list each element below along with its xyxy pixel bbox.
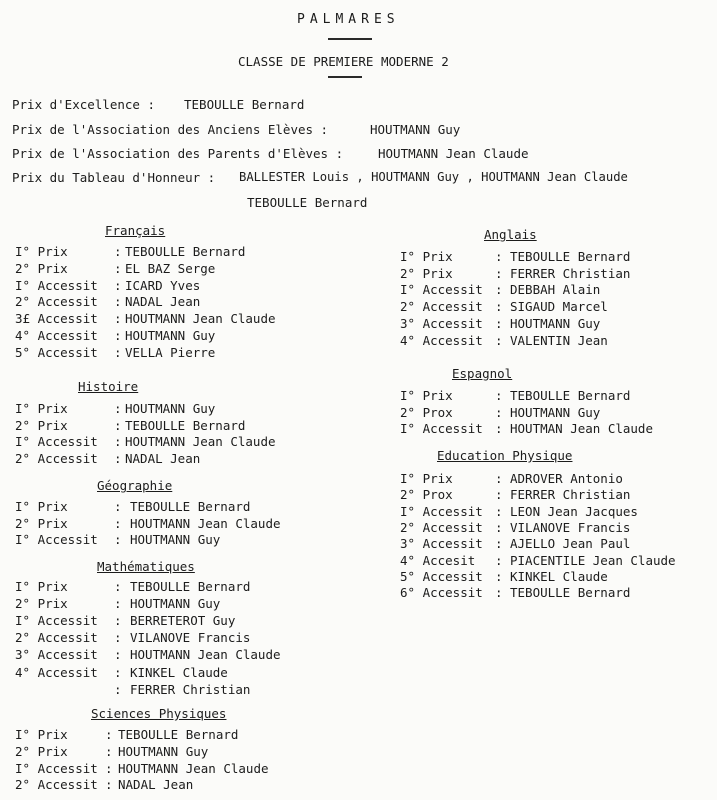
student-name: HOUTMANN Jean Claude <box>118 760 269 776</box>
subject-anglais-title: Anglais <box>484 227 537 242</box>
separator-colon: : <box>114 664 122 680</box>
student-name: HOUTMANN Jean Claude <box>125 311 276 327</box>
student-name: HOUTMANN Guy <box>118 743 209 759</box>
award-rank: I° Prix <box>400 249 453 264</box>
student-name: HOUTMANN Guy <box>125 401 216 416</box>
award-rank: 5° Accessit <box>15 344 98 360</box>
separator-colon: : <box>495 568 503 584</box>
student-name: PIACENTILE Jean Claude <box>510 552 676 568</box>
award-rank: 2° Accessit <box>15 450 98 466</box>
student-name: DEBBAH Alain <box>510 282 601 298</box>
student-name: FERRER Christian <box>510 487 631 503</box>
award-rank: 3£ Accessit <box>15 311 98 327</box>
separator-colon: : <box>495 487 503 503</box>
student-name: KINKEL Claude <box>510 568 608 584</box>
award-rank: I° Prix <box>15 499 68 514</box>
separator-colon: : <box>495 265 503 281</box>
separator-colon: : <box>105 727 113 742</box>
student-name: KINKEL Claude <box>130 664 228 680</box>
student-name: NADAL Jean <box>118 777 194 793</box>
student-name: HOUTMANN Jean Claude <box>125 434 276 449</box>
student-name: HOUTMANN Guy <box>510 315 601 331</box>
student-name: HOUTMANN Guy <box>130 596 221 612</box>
prize-tableau-value: BALLESTER Louis , HOUTMANN Guy , HOUTMANN Jean Claude <box>239 170 628 184</box>
subject-mathematiques-title: Mathématiques <box>97 559 195 574</box>
award-rank: 2° Accessit <box>400 299 483 315</box>
subject-education-physique-title: Education Physique <box>437 448 573 463</box>
award-rank: I° Accessit <box>400 503 483 519</box>
award-rank: 2° Prix <box>15 260 68 276</box>
award-rank: 2° Prox <box>400 487 453 503</box>
separator-colon: : <box>114 450 122 466</box>
award-rank: I° Prix <box>15 727 68 742</box>
student-name: HOUTMAN Jean Claude <box>510 421 653 436</box>
class-underline <box>328 76 362 78</box>
student-name: FERRER Christian <box>510 265 631 281</box>
separator-colon: : <box>114 630 122 646</box>
student-name: HOUTMANN Guy <box>130 532 221 547</box>
separator-colon: : <box>114 328 122 343</box>
subject-histoire-title: Histoire <box>78 379 139 394</box>
separator-colon: : <box>495 404 503 420</box>
separator-colon: : <box>105 777 113 793</box>
separator-colon: : <box>114 311 122 327</box>
separator-colon: : <box>114 401 122 416</box>
award-rank: I° Accessit <box>15 277 98 293</box>
separator-colon: : <box>495 249 503 264</box>
student-name: VELLA Pierre <box>125 344 216 360</box>
separator-colon: : <box>114 515 122 531</box>
award-rank: I° Prix <box>400 471 453 486</box>
separator-colon: : <box>114 596 122 612</box>
student-name: HOUTMANN Guy <box>510 404 601 420</box>
separator-colon: : <box>495 421 503 436</box>
prize-parents-value: HOUTMANN Jean Claude <box>378 146 529 161</box>
award-rank: 4° Accesit <box>400 552 476 568</box>
student-name: SIGAUD Marcel <box>510 299 608 315</box>
student-name: FERRER Christian <box>130 681 251 697</box>
separator-colon: : <box>105 743 113 759</box>
student-name: TEBOULLE Bernard <box>510 585 631 601</box>
separator-colon: : <box>495 388 503 403</box>
award-rank: 6° Accessit <box>400 585 483 601</box>
separator-colon: : <box>495 315 503 331</box>
award-rank: 2° Accessit <box>15 777 98 793</box>
award-rank: 4° Accessit <box>15 328 98 343</box>
subject-sciences-physiques-title: Sciences Physiques <box>91 706 227 721</box>
prize-anciens-label: Prix de l'Association des Anciens Elèves : <box>12 122 329 137</box>
student-name: ADROVER Antonio <box>510 471 623 486</box>
separator-colon: : <box>114 499 122 514</box>
student-name: VILANOVE Francis <box>130 630 251 646</box>
separator-colon: : <box>114 244 122 259</box>
separator-colon: : <box>114 260 122 276</box>
student-name: TEBOULLE Bernard <box>510 249 631 264</box>
award-rank: I° Accessit <box>400 421 483 436</box>
award-rank: 4° Accessit <box>400 332 483 348</box>
award-rank: 2° Prix <box>15 417 68 433</box>
award-rank: 4° Accessit <box>15 664 98 680</box>
award-rank: I° Accessit <box>15 760 98 776</box>
student-name: HOUTMANN Jean Claude <box>130 647 281 663</box>
award-rank: I° Prix <box>15 244 68 259</box>
award-rank: 5° Accessit <box>400 568 483 584</box>
separator-colon: : <box>114 277 122 293</box>
award-rank: 2° Prox <box>400 404 453 420</box>
award-rank: 2° Prix <box>15 596 68 612</box>
separator-colon: : <box>495 536 503 552</box>
student-name: HOUTMANN Jean Claude <box>130 515 281 531</box>
separator-colon: : <box>105 760 113 776</box>
separator-colon: : <box>495 585 503 601</box>
student-name: TEBOULLE Bernard <box>130 499 251 514</box>
separator-colon: : <box>114 294 122 310</box>
class-name: CLASSE DE PREMIERE MODERNE 2 <box>238 54 449 69</box>
prize-excellence-label: Prix d'Excellence : <box>12 97 155 112</box>
separator-colon: : <box>114 417 122 433</box>
page-title: PALMARES <box>297 12 400 27</box>
award-rank: I° Accessit <box>15 434 98 449</box>
award-rank: 2° Accessit <box>400 519 483 535</box>
separator-colon: : <box>495 503 503 519</box>
prize-anciens-value: HOUTMANN Guy <box>370 122 461 137</box>
student-name: BERRETEROT Guy <box>130 613 236 629</box>
student-name: TEBOULLE Bernard <box>125 417 246 433</box>
award-rank: 3° Accessit <box>400 536 483 552</box>
award-rank: I° Prix <box>400 388 453 403</box>
title-underline <box>328 38 372 40</box>
prize-tableau-label: Prix du Tableau d'Honneur : <box>12 170 216 185</box>
award-rank: I° Accessit <box>15 532 98 547</box>
award-rank: 2° Accessit <box>15 294 98 310</box>
student-name: NADAL Jean <box>125 450 201 466</box>
subject-francais-title: Français <box>105 223 166 238</box>
award-rank: 2° Prix <box>400 265 453 281</box>
separator-colon: : <box>114 681 122 697</box>
award-rank: 2° Prix <box>15 743 68 759</box>
separator-colon: : <box>495 519 503 535</box>
student-name: VALENTIN Jean <box>510 332 608 348</box>
separator-colon: : <box>495 332 503 348</box>
award-rank: 3° Accessit <box>15 647 98 663</box>
student-name: VILANOVE Francis <box>510 519 631 535</box>
student-name: LEON Jean Jacques <box>510 503 638 519</box>
award-rank: I° Accessit <box>400 282 483 298</box>
separator-colon: : <box>114 647 122 663</box>
student-name: TEBOULLE Bernard <box>118 727 239 742</box>
subject-espagnol-title: Espagnol <box>452 366 513 381</box>
student-name: AJELLO Jean Paul <box>510 536 631 552</box>
award-rank: 3° Accessit <box>400 315 483 331</box>
student-name: ICARD Yves <box>125 277 201 293</box>
separator-colon: : <box>114 579 122 594</box>
student-name: EL BAZ Serge <box>125 260 216 276</box>
award-rank: 2° Accessit <box>15 630 98 646</box>
subject-geographie-title: Géographie <box>97 478 173 493</box>
award-rank: I° Prix <box>15 579 68 594</box>
student-name: TEBOULLE Bernard <box>125 244 246 259</box>
prize-parents-label: Prix de l'Association des Parents d'Elèves : <box>12 146 344 161</box>
separator-colon: : <box>495 471 503 486</box>
separator-colon: : <box>495 552 503 568</box>
prize-tableau-continuation: TEBOULLE Bernard <box>247 195 368 210</box>
separator-colon: : <box>114 344 122 360</box>
separator-colon: : <box>114 532 122 547</box>
award-rank: I° Prix <box>15 401 68 416</box>
student-name: TEBOULLE Bernard <box>510 388 631 403</box>
student-name: TEBOULLE Bernard <box>130 579 251 594</box>
separator-colon: : <box>114 434 122 449</box>
award-rank: I° Accessit <box>15 613 98 629</box>
separator-colon: : <box>114 613 122 629</box>
separator-colon: : <box>495 282 503 298</box>
student-name: HOUTMANN Guy <box>125 328 216 343</box>
award-rank: 2° Prix <box>15 515 68 531</box>
student-name: NADAL Jean <box>125 294 201 310</box>
separator-colon: : <box>495 299 503 315</box>
prize-excellence-value: TEBOULLE Bernard <box>184 97 305 112</box>
